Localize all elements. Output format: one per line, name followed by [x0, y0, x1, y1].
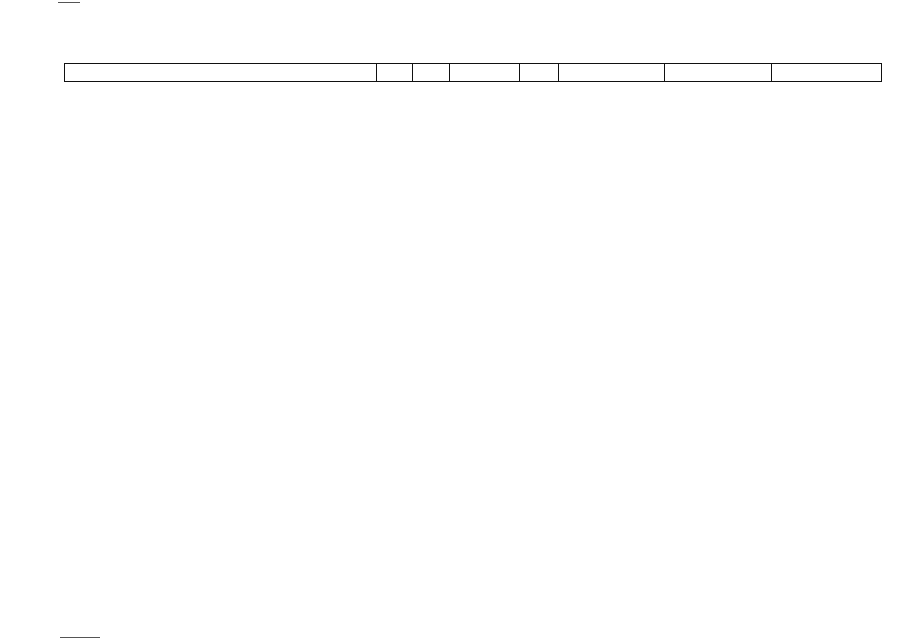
header-pr: [412, 64, 449, 81]
header-2017: [771, 64, 881, 81]
header-vr: [519, 64, 558, 81]
header-csr: [449, 64, 519, 81]
header-2015: [558, 64, 664, 81]
scan-mark: [58, 2, 80, 3]
table-header: [64, 63, 882, 82]
header-rz: [376, 64, 412, 81]
header-2016: [664, 64, 771, 81]
header-name: [65, 64, 376, 81]
scan-mark: [60, 637, 100, 638]
